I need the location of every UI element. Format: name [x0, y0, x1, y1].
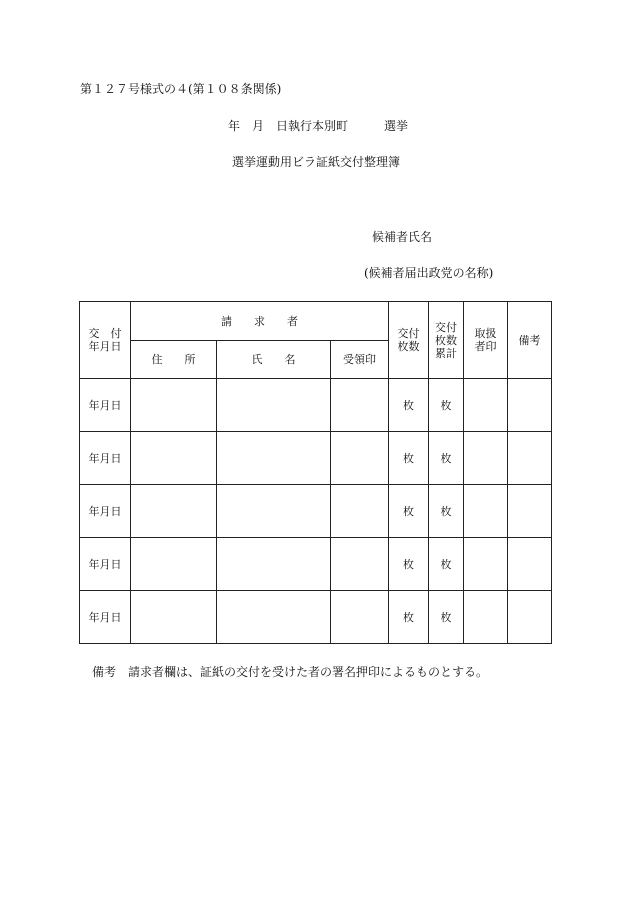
row-count-unit: 枚 [389, 485, 429, 538]
row-date: 年月日 [80, 379, 131, 432]
row-name-cell [217, 485, 331, 538]
row-address-cell [131, 591, 217, 644]
form-number: 第１２７号様式の４(第１０８条関係) [80, 82, 282, 96]
row-seal-cell [331, 538, 389, 591]
row-remarks-cell [508, 591, 552, 644]
row-remarks-cell [508, 538, 552, 591]
row-handler-cell [464, 432, 508, 485]
document-title: 選挙運動用ビラ証紙交付整理簿 [232, 155, 401, 169]
row-handler-cell [464, 485, 508, 538]
candidate-name-label: 候補者氏名 [372, 230, 433, 244]
header-issue-date: 交 付 年月日 [80, 302, 131, 379]
row-address-cell [131, 538, 217, 591]
header-issued-count: 交付 枚数 [389, 302, 429, 379]
row-total-unit: 枚 [429, 538, 464, 591]
header-name: 氏 名 [217, 341, 331, 379]
row-date: 年月日 [80, 485, 131, 538]
row-name-cell [217, 432, 331, 485]
row-handler-cell [464, 538, 508, 591]
row-name-cell [217, 379, 331, 432]
row-address-cell [131, 432, 217, 485]
header-receipt-seal: 受領印 [331, 341, 389, 379]
party-name-label: (候補者届出政党の名称) [364, 266, 494, 280]
row-name-cell [217, 591, 331, 644]
table-row [80, 485, 552, 538]
row-total-unit: 枚 [429, 432, 464, 485]
row-remarks-cell [508, 379, 552, 432]
row-count-unit: 枚 [389, 591, 429, 644]
header-cumulative-count: 交付 枚数 累計 [429, 302, 464, 379]
row-remarks-cell [508, 485, 552, 538]
row-total-unit: 枚 [429, 591, 464, 644]
footer-note: 備考 請求者欄は、証紙の交付を受けた者の署名押印によるものとする。 [92, 665, 489, 679]
row-date: 年月日 [80, 591, 131, 644]
row-seal-cell [331, 379, 389, 432]
table-row [80, 538, 552, 591]
row-seal-cell [331, 485, 389, 538]
row-count-unit: 枚 [389, 379, 429, 432]
ledger-table [79, 301, 552, 644]
header-address: 住 所 [131, 341, 217, 379]
row-handler-cell [464, 379, 508, 432]
header-requester: 請 求 者 [131, 302, 389, 341]
row-name-cell [217, 538, 331, 591]
row-date: 年月日 [80, 538, 131, 591]
row-total-unit: 枚 [429, 379, 464, 432]
header-handler-seal: 取扱 者印 [464, 302, 508, 379]
row-total-unit: 枚 [429, 485, 464, 538]
row-date: 年月日 [80, 432, 131, 485]
table-row [80, 591, 552, 644]
header-remarks: 備考 [508, 302, 552, 379]
row-count-unit: 枚 [389, 432, 429, 485]
table-row [80, 432, 552, 485]
row-handler-cell [464, 591, 508, 644]
row-count-unit: 枚 [389, 538, 429, 591]
row-address-cell [131, 485, 217, 538]
row-seal-cell [331, 432, 389, 485]
row-remarks-cell [508, 432, 552, 485]
table-row [80, 379, 552, 432]
row-seal-cell [331, 591, 389, 644]
election-line: 年 月 日執行本別町 選挙 [228, 119, 409, 133]
row-address-cell [131, 379, 217, 432]
